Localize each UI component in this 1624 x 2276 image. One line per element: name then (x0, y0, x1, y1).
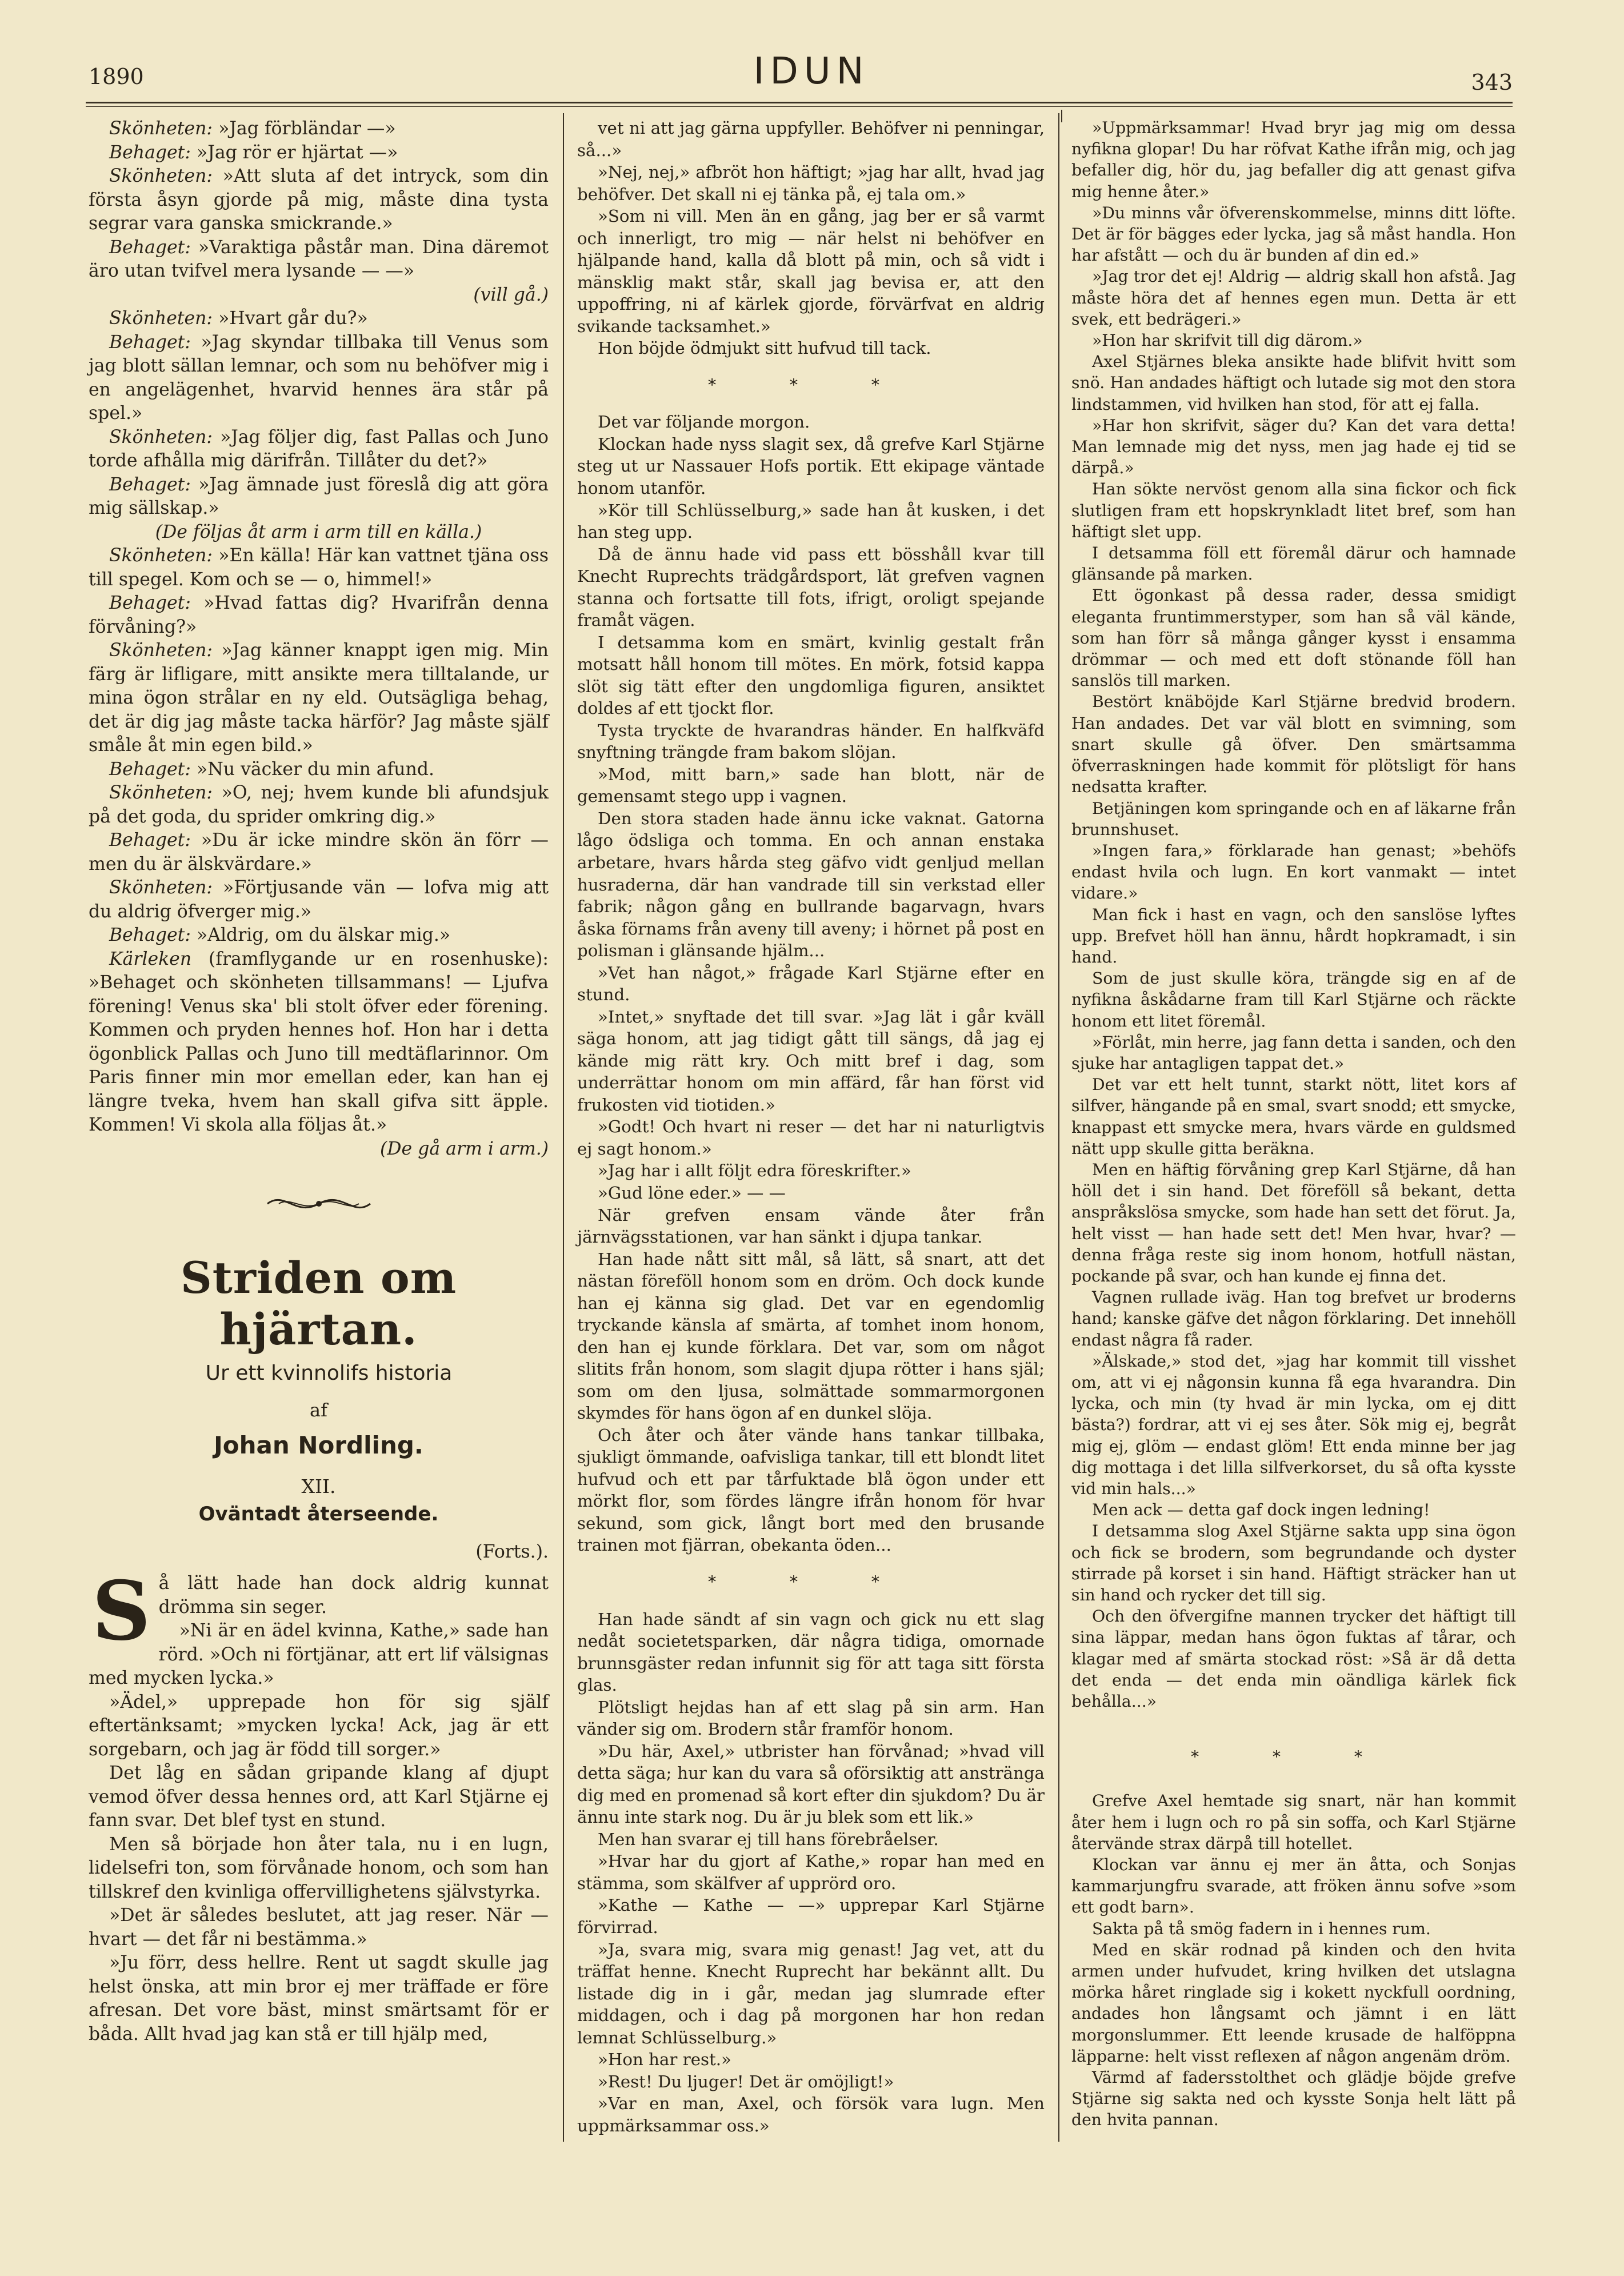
speech-text: »Jag rör er hjärtat —» (190, 142, 398, 163)
paragraph: »Mod, mitt barn,» sade han blott, när de gemensamt stego upp i vagnen. (577, 764, 1045, 806)
paragraph: »Godt! Och hvart ni reser — det har ni naturligtvis ej sagt honom.» (577, 1117, 1045, 1159)
chapter-number: XII. (301, 1475, 336, 1498)
paragraph: När grefven ensam vände åter från järnvägsstationen, var han sänkt i djupa tankar. (577, 1205, 1045, 1247)
speaker-name: Skönheten: (109, 308, 213, 329)
byline-af: af (310, 1399, 327, 1421)
paragraph: vet ni att jag gärna uppfyller. Behöfver ni penningar, så...» (577, 118, 1045, 160)
ornament-swirl-icon (262, 1191, 376, 1217)
speech-text: »Hvart går du?» (213, 308, 368, 329)
paragraph: »Du här, Axel,» utbrister han förvånad; »hvad vill detta säga; hur kan du vara så oförsiktig att anstränga dig med en promenad så kort efter din sjukdom? Du är ännu inte stark nog. Du är ju blek som ett lik.» (577, 1741, 1045, 1827)
speech-text: »En källa! Här kan vattnet tjäna oss till spegel. Kom och se — o, himmel!» (89, 545, 549, 590)
paragraph: »Rest! Du ljuger! Det är omöjligt!» (598, 2071, 894, 2091)
dialogue-line: (De följas åt arm i arm till en källa.) (155, 521, 482, 542)
col2-paragraphs-b (577, 411, 1045, 1556)
speech-text: »Att sluta af det intryck, som din första åsyn gjorde på mig, måste dina tysta segrar vara ganska smickrande.» (89, 166, 549, 234)
speech-text: »Jag känner knappt igen mig. Min färg är lifligare, mitt ansikte mera tilltalande, ur mina ögon strålar en ny eld. Outsägliga behag, det är dig jag måste tacka härför? Jag måste själf småle åt min egen bild.» (89, 640, 549, 756)
speaker-name: Skönheten: (109, 545, 213, 566)
paragraph: »Ni är en ädel kvinna, Kathe,» sade han rörd. »Och ni förtjänar, att ert lif välsignas med mycken lycka.» (89, 1620, 549, 1688)
speaker-name: Behaget: (109, 925, 191, 945)
paragraph: Men han svarar ej till hans förebråelser. (598, 1829, 939, 1849)
drop-cap: S (92, 1564, 151, 1659)
col3-paragraphs-b (1071, 1790, 1516, 2130)
paragraph: Den stora staden hade ännu icke vaknat. Gatorna lågo ödsliga och tomma. En och annan enstaka arbetare, hvars hårda steg gäfvo vidt genljud mellan husraderna, där han vandrade till sin verkstad eller fabrik; någon gång en bullrande bagarvagn, hvars åska förnams från aveny till aveny; i hörnet på post en polisman i glänsande hjälm... (577, 808, 1045, 961)
speech-text: »Aldrig, om du älskar mig.» (190, 925, 451, 945)
paragraph: I detsamma föll ett föremål därur och hamnade glänsande på marken. (1071, 544, 1516, 584)
paragraph: Det var följande morgon. (598, 412, 810, 432)
col1-paragraphs (89, 1619, 549, 2046)
dialogue-line (89, 236, 549, 283)
paragraph: Och den öfvergifne mannen trycker det häftigt till sina läppar, medan hans ögon fuktas af tårar, och klagar med af smärta stockad röst: »Så är då detta det enda — det enda min oändliga kärlek fick behålla...» (1071, 1607, 1516, 1711)
section-stars-3: * * * (1191, 1747, 1397, 1767)
paragraph: »Hon har skrifvit till dig därom.» (1092, 331, 1363, 350)
paragraph: »Det är således beslutet, att jag reser. När — hvart — det får ni bestämma.» (89, 1905, 549, 1950)
paragraph: Plötsligt hejdas han af ett slag på sin arm. Han vänder sig om. Brodern står framför honom. (577, 1697, 1045, 1739)
author-name: Johan Nordling. (214, 1431, 423, 1459)
paragraph: »Jag tror det ej! Aldrig — aldrig skall hon afstå. Jag måste höra det af hennes egen mun. Detta är ett svek, ett bedrägeri.» (1071, 267, 1516, 329)
paragraph: »Kör till Schlüsselburg,» sade han åt kusken, i det han steg upp. (577, 500, 1045, 542)
paragraph: »Ingen fara,» förklarade han genast; »behöfs endast hvila och lugn. En kort vanmakt — intet vidare.» (1071, 841, 1516, 903)
col3-paragraphs-a (1071, 117, 1516, 1712)
paragraph: Men så började hon åter tala, nu i en lugn, lidelsefri ton, som förvånade honom, och som han tillskref den kvinliga offervillighetens självstyrka. (89, 1834, 549, 1902)
paragraph: »Var en man, Axel, och försök vara lugn. Men uppmärksammar oss.» (577, 2094, 1045, 2135)
paragraph: Grefve Axel hemtade sig snart, när han kommit åter hem i lugn och ro på sin soffa, och Karl Stjärne återvände strax därpå till hotellet. (1071, 1791, 1516, 1853)
speech-text: »Jag följer dig, fast Pallas och Juno torde afhålla mig därifrån. Tillåter du det?» (89, 426, 549, 471)
speaker-name: Kärleken (109, 948, 192, 969)
speaker-name: Behaget: (109, 237, 191, 258)
paragraph: Vagnen rullade iväg. Han tog brefvet ur broderns hand; kanske gäfve det någon förklaring. Det innehöll endast några få rader. (1071, 1288, 1516, 1349)
paragraph: »Som ni vill. Men än en gång, jag ber er så varmt och innerligt, tro mig — när helst ni behöfver en hjälpande hand, kalla då blott på min, och så vidt i mänsklig makt står, skall jag bevisa er, att den uppoffring, ni af kärlek gjorde, förvärfvat en aldrig svikande tacksamhet.» (577, 206, 1045, 336)
col2-paragraphs-c (577, 1608, 1045, 2137)
speaker-name: Skönheten: (109, 640, 213, 661)
paragraph: Det var ett helt tunnt, starkt nött, litet kors af silfver, hängande på en smal, svart snodd; ett smycke, knappast ett smycke mera, hvars värde en guldsmed nätt upp skulle gitta beräkna. (1071, 1075, 1516, 1158)
col2-paragraphs-a (577, 117, 1045, 360)
paragraph: I detsamma slog Axel Stjärne sakta upp sina ögon och fick se brodern, som begrundande och dyster stirrade på korset i sin hand. Häftigt sträcker han ut sin hand och rycker det till sig. (1071, 1522, 1516, 1605)
section-stars-1: * * * (708, 375, 914, 394)
paragraph: Sakta på tå smög fadern in i hennes rum. (1092, 1919, 1431, 1938)
speech-text: »Jag förbländar —» (213, 118, 396, 139)
dialogue-line (89, 331, 549, 426)
paragraph: »Gud löne eder.» — — (598, 1183, 786, 1203)
speech-text: »Jag ämnade just föreslå dig att göra mig sällskap.» (89, 474, 549, 518)
paragraph: Klockan hade nyss slagit sex, då grefve Karl Stjärne steg ut ur Nassauer Hofs portik. Ett ekipage väntade honom utanför. (577, 434, 1045, 498)
paragraph: Han sökte nervöst genom alla sina fickor och fick slutligen fram ett hopskrynkladt litet bref, som han häftigt slet upp. (1071, 480, 1516, 541)
paragraph: »Nej, nej,» afbröt hon häftigt; »jag har allt, hvad jag behöfver. Det skall ni ej tänka på, ej tala om.» (577, 162, 1045, 204)
dialogue-line (89, 829, 549, 876)
dialogue-line: (vill gå.) (473, 284, 549, 305)
story-body-start (89, 1564, 549, 2046)
speech-text: »Varaktiga påstår man. Dina däremot äro utan tvifvel mera lysande — —» (89, 237, 549, 281)
speaker-name: Behaget: (109, 474, 191, 495)
speaker-name: Behaget: (109, 758, 191, 780)
paragraph: Men ack — detta gaf dock ingen ledning! (1092, 1500, 1430, 1520)
speech-text: »O, nej; hvem kunde bli afundsjuk på det goda, du sprider omkring dig.» (89, 782, 549, 827)
paragraph: »Intet,» snyftade det till svar. »Jag lät i går kväll säga honom, att jag tidigt gått till sängs, då jag ej kände mig rätt kry. Och mitt bref i dag, som underrättar honom om min affärd, får han först vid frukosten vid tiotiden.» (577, 1007, 1045, 1115)
dialogue-line (89, 473, 549, 521)
header-page-number: 343 (1471, 70, 1513, 95)
dialogue-block (89, 117, 549, 1161)
chapter-title: Oväntadt återseende. (198, 1503, 439, 1526)
speech-text: »Jag skyndar tillbaka till Venus som jag blott sällan lemnar, och som nu behöfver mig i en angelägenhet, hvarvid hennes ära står på spel.» (89, 332, 549, 424)
speaker-name: Skönheten: (109, 426, 213, 448)
dialogue-line (89, 141, 549, 165)
paragraph: »Jag har i allt följt edra föreskrifter.» (598, 1161, 911, 1181)
speaker-name: Behaget: (109, 142, 191, 163)
dialogue-line (89, 117, 549, 141)
speech-text: »Du är icke mindre skön än förr — men du är älskvärdare.» (89, 830, 549, 875)
speaker-name: Skönheten: (109, 166, 213, 186)
paragraph: Betjäningen kom springande och en af läkarne från brunnshuset. (1071, 798, 1516, 839)
header-rule (86, 102, 1513, 103)
speech-text: »Hvad fattas dig? Hvarifrån denna förvåning?» (89, 593, 549, 637)
dialogue-line (89, 307, 549, 331)
paragraph: Men en häftig förvåning grep Karl Stjärne, då han höll det i sin hand. Det föreföll så bekant, detta anspråkslösa smycke, som hade han sett det förut. Ja, helt visst — han hade sett det! Men hvar, hvar? — denna fråga reste sig inom honom, hotfull nästan, pockande på svar, och han kunde ej finna det. (1071, 1160, 1516, 1285)
paragraph: Han hade sändt af sin vagn och gick nu ett slag nedåt societetsparken, där några tidiga, omornade brunnsgäster redan infunnit sig för att taga sitt första glas. (577, 1609, 1045, 1695)
dialogue-line (89, 948, 549, 1137)
ornament-divider (89, 1191, 549, 1224)
paragraph: Han hade nått sitt mål, så lätt, så snart, att det nästan föreföll honom som en dröm. Och dock kunde han ej känna sig glad. Det var en egendomlig tryckande känsla af smärta, af tomhet inom honom, den han ej kunde förklara. Det var, som om något slitits från honom, som slagit djupa rötter i hans själ; som om den ljusa, solmättade sommarmorgonen skymdes för hans ögon af en dunkel slöja. (577, 1249, 1045, 1423)
paragraph: Axel Stjärnes bleka ansikte hade blifvit hvitt som snö. Han andades häftigt och lutade sig mot den stora lindstammen, vid hvilken han stod, för att ej falla. (1071, 352, 1516, 414)
paragraph: »Förlåt, min herre, jag fann detta i sanden, och den sjuke har antagligen tappat det.» (1071, 1032, 1516, 1073)
paragraph: »Ju förr, dess hellre. Rent ut sagdt skulle jag helst önska, att min bror ej mer träffade er före afresan. Det vore bäst, minst smärtsamt för er båda. Allt hvad jag kan stå er till hjälp med, (89, 1952, 549, 2045)
paragraph: »Kathe — Kathe — —» upprepar Karl Stjärne förvirrad. (577, 1895, 1045, 1937)
paragraph: »Uppmärksammar! Hvad bryr jag mig om dessa nyfikna glopar! Du har röfvat Kathe ifrån mig, och jag befaller dig, hör du, jag befaller dig att genast gifva mig henne åter.» (1071, 118, 1516, 201)
story-title: Striden om hjärtan. (180, 1252, 457, 1355)
paragraph: Värmd af fadersstolthet och glädje böjde grefve Stjärne sig sakta ned och kysste Sonja helt lätt på den hvita pannan. (1071, 2068, 1516, 2130)
dialogue-line (89, 758, 549, 782)
dialogue-line (89, 924, 549, 948)
speech-text: (framflygande ur en rosenhuske): »Behaget och skönheten tillsammans! — Ljufva förening! Venus ska' bli stolt öfver eder förening. Kommen och pryden hennes hof. Hon har i detta ögonblick Pallas och Juno till medtäflarinnor. Om Paris finner min mor emellan eder, kan han ej längre tveka, hvem han skall gifva sitt äpple. Kommen! Vi skola alla följas åt.» (89, 948, 549, 1135)
paragraph: »Älskade,» stod det, »jag har kommit till visshet om, att vi ej någonsin kunna få ega hvarandra. Din lycka, och min (ty hvad är min lycka, om ej ditt bästa?) fordrar, att vi ej ses åter. Sök mig ej, begråt mig ej, glöm — endast glöm! Ett enda minne ber jag dig mottaga i det lilla silfverkorset, du så ofta kysste vid min hals...» (1071, 1351, 1516, 1498)
paragraph: Man fick i hast en vagn, och den sanslöse lyftes upp. Brefvet höll han ännu, hårdt hopkramadt, i sin hand. (1071, 905, 1516, 967)
paragraph: »Hvar har du gjort af Kathe,» ropar han med en stämma, som skälfver af upprörd oro. (577, 1851, 1045, 1893)
paragraph: Som de just skulle köra, trängde sig en af de nyfikna åskådarne fram till Karl Stjärne och räckte honom ett litet föremål. (1071, 969, 1516, 1031)
column-tick-mark (1061, 110, 1062, 122)
dialogue-line (89, 781, 549, 829)
speaker-name: Behaget: (109, 332, 191, 353)
speaker-name: Behaget: (109, 830, 191, 850)
speaker-name: Skönheten: (109, 877, 213, 898)
dialogue-line (89, 876, 549, 924)
section-stars-2: * * * (708, 1572, 914, 1591)
dialogue-line (89, 426, 549, 473)
speech-text: »Nu väcker du min afund. (190, 758, 435, 780)
first-paragraph-text: å lätt hade han dock aldrig kunnat drömma sin seger. (158, 1573, 549, 1618)
paragraph: Det låg en sådan gripande klang af djupt vemod öfver dessa hennes ord, att Karl Stjärne ej fann svar. Det blef tyst en stund. (89, 1763, 549, 1831)
column-2 (577, 117, 1045, 2137)
paragraph: »Hon har rest.» (598, 2050, 731, 2070)
dialogue-line (89, 592, 549, 639)
paragraph: »Har hon skrifvit, säger du? Kan det vara detta! Man lemnade mig det nyss, men jag hade ej tid se därpå.» (1071, 416, 1516, 478)
paragraph: I detsamma kom en smärt, kvinlig gestalt från motsatt håll honom till mötes. En mörk, fotsid kappa slöt sig tätt efter den ungdomliga figuren, ansiktet doldes af ett tjockt flor. (577, 632, 1045, 718)
paragraph: Då de ännu hade vid pass ett bösshåll kvar till Knecht Ruprechts trädgårdsport, lät grefven vagnen stanna och fortsatte till fots, ifrigt, oroligt spejande framåt vägen. (577, 544, 1045, 630)
speaker-name: Skönheten: (109, 118, 213, 139)
speech-text: »Förtjusande vän — lofva mig att du aldrig öfverger mig.» (89, 877, 549, 922)
header-masthead: IDUN (753, 50, 870, 93)
column-1 (89, 117, 549, 2046)
paragraph: »Ädel,» upprepade hon för sig själf eftertänksamt; »mycken lycka! Ack, jag är ett sorgebarn, och jag är född till sorger.» (89, 1691, 549, 1760)
dialogue-line (89, 165, 549, 236)
paragraph: »Vet han något,» frågade Karl Stjärne efter en stund. (577, 963, 1045, 1005)
column-divider-1 (563, 113, 564, 2142)
speaker-name: Behaget: (109, 593, 191, 613)
paragraph: Ett ögonkast på dessa rader, dessa smidigt eleganta fruntimmerstyper, som han så väl kände, som han förr så många gånger kysst i ensamma drömmar — och med ett doft stönande föll han sanslös till marken. (1071, 586, 1516, 690)
paragraph: Och åter och åter vände hans tankar tillbaka, sjukligt ömmande, oafvisliga tankar, till ett blondt litet hufvud och ett par tårfuktade blå ögon under ett mörkt flor, som fördes längre ifrån honom för hvar sekund, som gick, långt bort med den brusande trainen mot fjärran, obekanta öden... (577, 1425, 1045, 1555)
story-subtitle: Ur ett kvinnolifs historia (205, 1361, 453, 1385)
paragraph: »Ja, svara mig, svara mig genast! Jag vet, att du träffat henne. Knecht Ruprecht har bekännt allt. Du listade dig in i går, medan jag slumrade efter middagen, och i dag på morgonen har hon redan lemnat Schlüsselburg.» (577, 1939, 1045, 2047)
paragraph: Med en skär rodnad på kinden och den hvita armen under hufvudet, kring hvilken det utslagna mörka håret ringlade sig i kokett nyckfull oordning, andades hon långsamt och jämnt i en lätt morgonslummer. Ett leende krusade de halföppna läpparne: helt visst reflexen af någon angenäm dröm. (1071, 1940, 1516, 2066)
header-rule-thin (86, 106, 1513, 107)
dialogue-line: (De gå arm i arm.) (380, 1138, 549, 1159)
paragraph: Klockan var ännu ej mer än åtta, och Sonjas kammarjungfru svarade, att fröken ännu sofve »som ett godt barn». (1071, 1855, 1516, 1917)
continued-note: (Forts.). (475, 1541, 549, 1562)
dialogue-line (89, 639, 549, 758)
paragraph: »Du minns vår öfverenskommelse, minns ditt löfte. Det är för bägges eder lycka, jag så måst handla. Hon har afstått — och du är bunden af din ed.» (1071, 203, 1516, 265)
paragraph: Tysta tryckte de hvarandras händer. En halfkväfd snyftning trängde fram bakom slöjan. (577, 720, 1045, 762)
speaker-name: Skönheten: (109, 782, 213, 803)
paragraph: Bestört knäböjde Karl Stjärne bredvid brodern. Han andades. Det var väl blott en svimning, som snart skulle gå öfver. Den smärtsamma öfverraskningen hade kommit för plötsligt för hans nedsatta krafter. (1071, 692, 1516, 797)
header-year: 1890 (89, 64, 144, 89)
dialogue-line (89, 544, 549, 592)
paragraph: Hon böjde ödmjukt sitt hufvud till tack. (598, 338, 931, 358)
column-3 (1071, 117, 1516, 2131)
column-divider-2 (1058, 113, 1059, 2142)
